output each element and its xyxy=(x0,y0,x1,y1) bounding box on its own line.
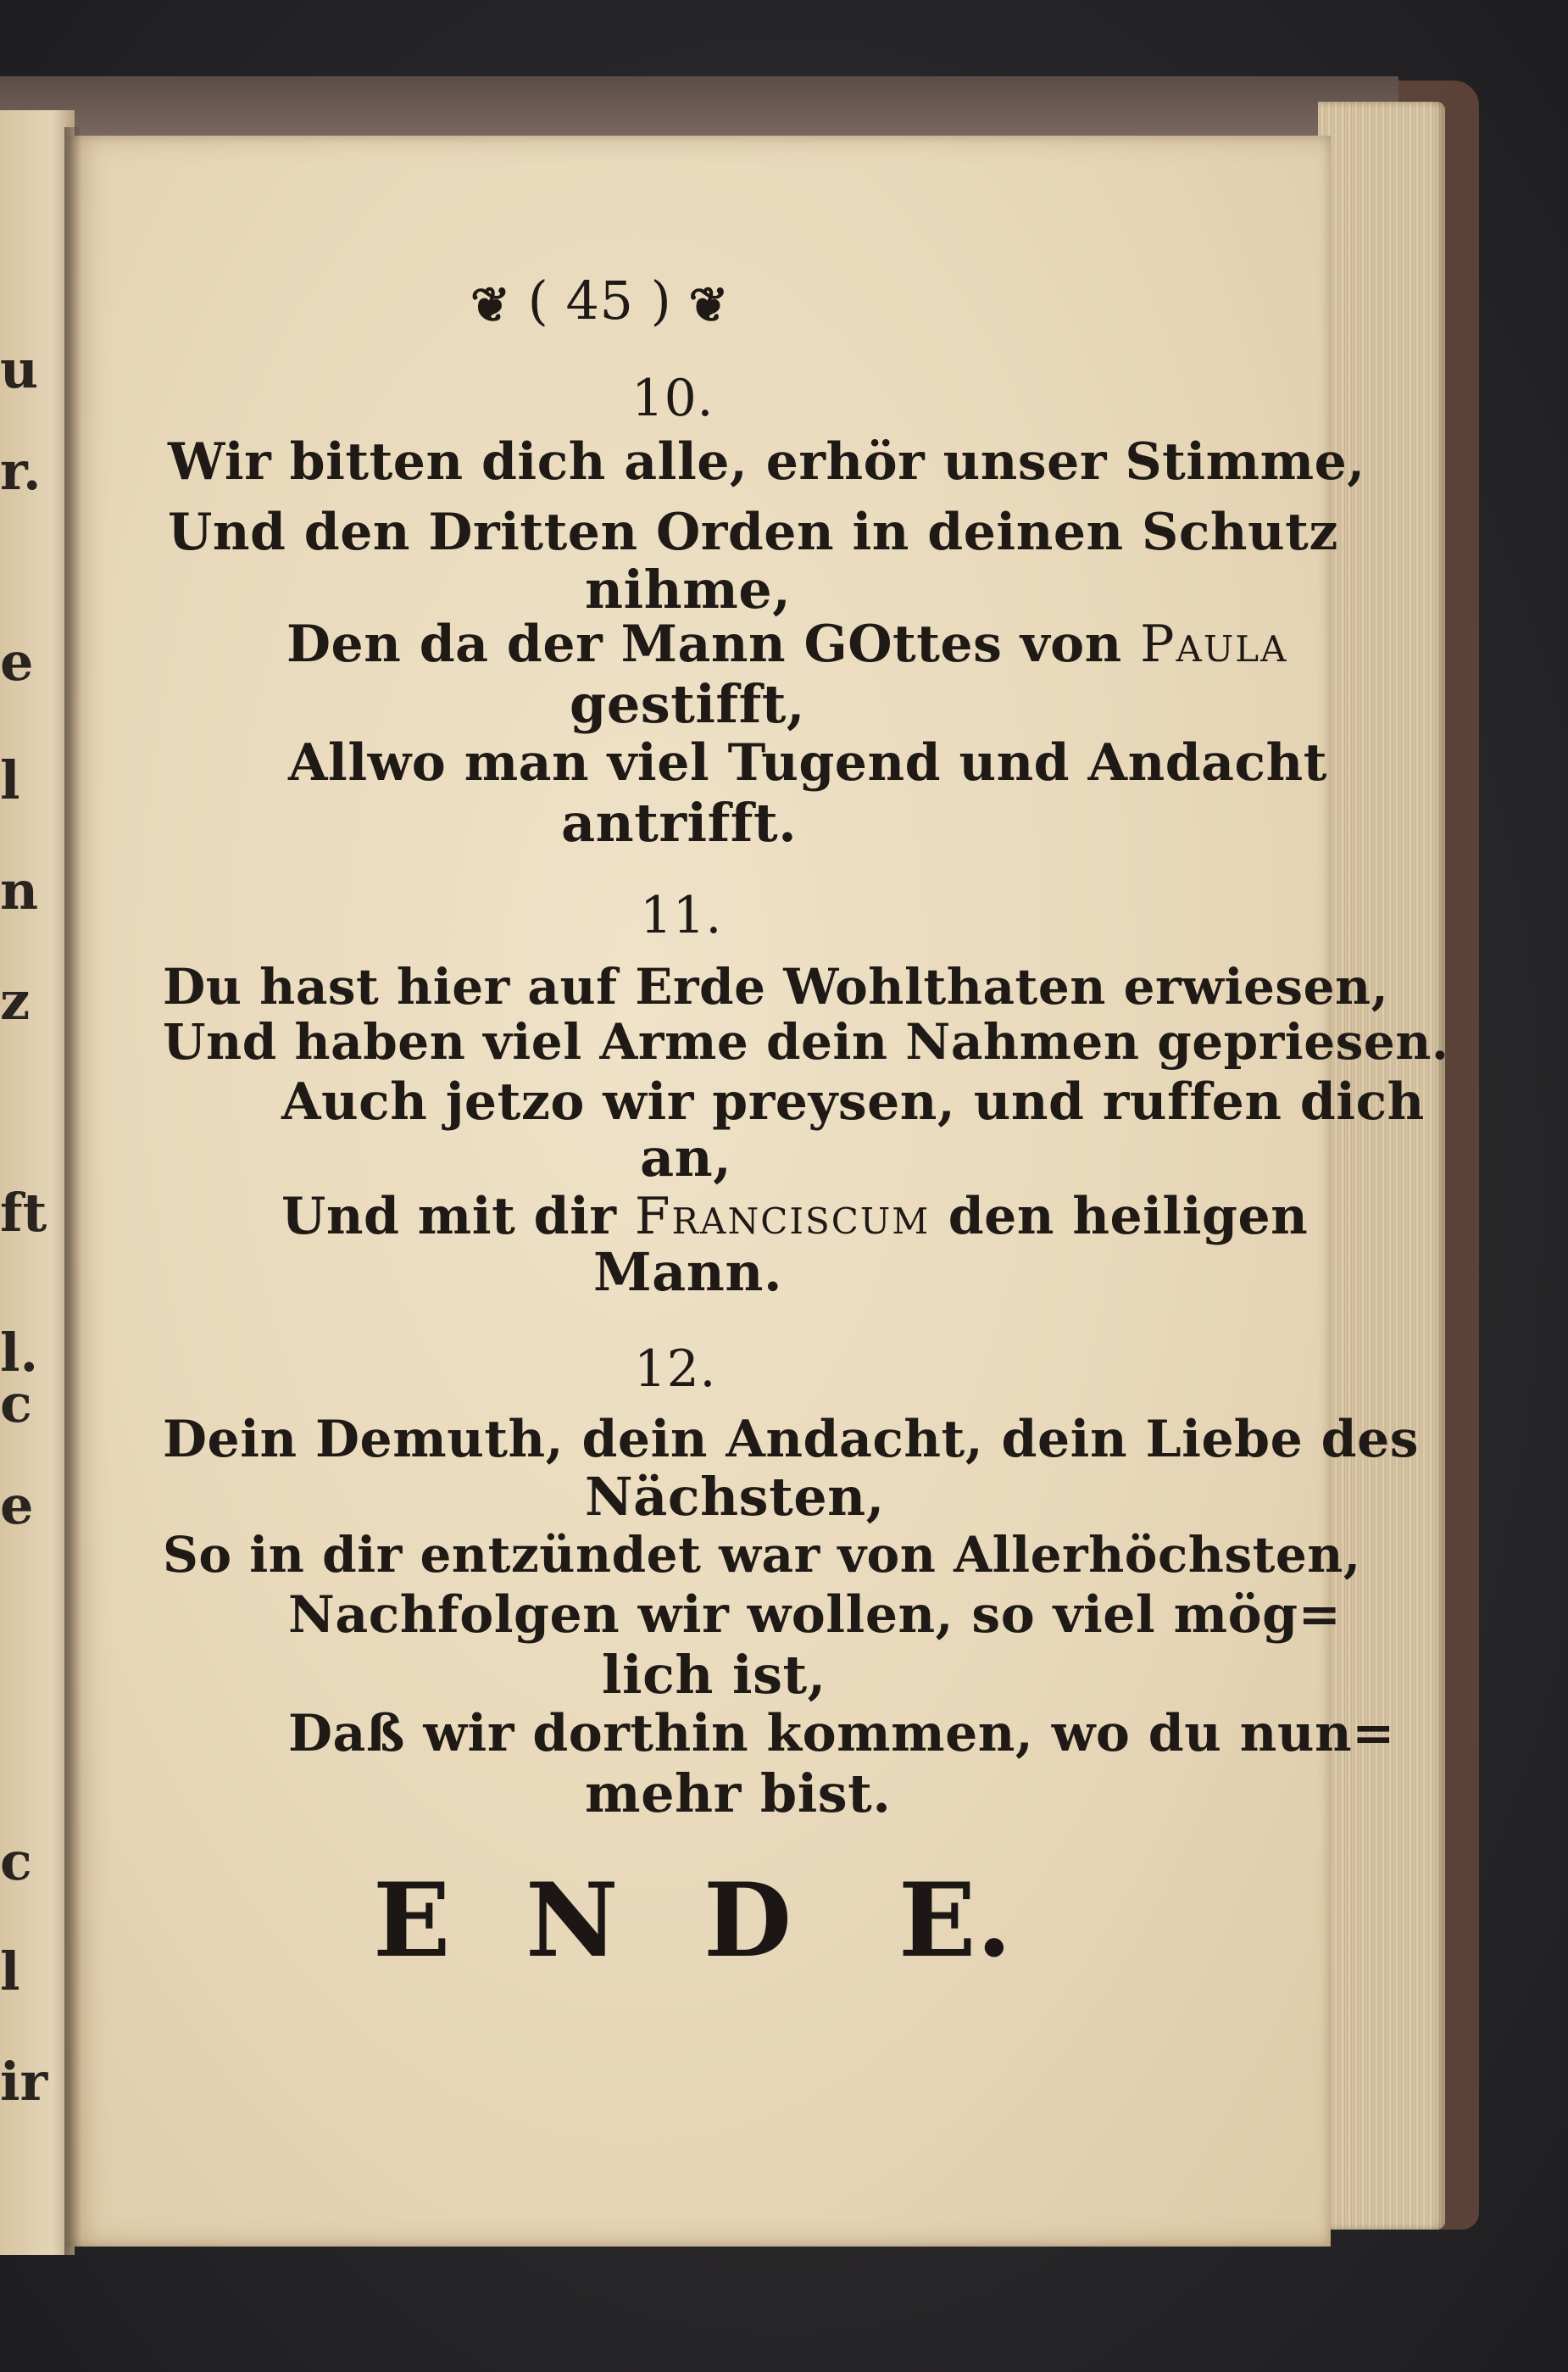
header-ornament-right-icon: ❦ xyxy=(688,276,729,333)
verse-line: Auch jetzo wir preysen, und ruffen dich xyxy=(281,1072,1425,1132)
verse-line: an, xyxy=(640,1127,732,1189)
page-header xyxy=(470,270,729,333)
left-page-fragment: z xyxy=(0,970,31,1032)
verse-line: lich ist, xyxy=(602,1644,826,1706)
verse-line xyxy=(286,615,1288,674)
verse-line: Und haben viel Arme dein Nahmen gepriesen. xyxy=(163,1013,1449,1071)
verse-line-text: den heiligen xyxy=(948,1187,1309,1246)
left-page-fragment: c xyxy=(0,1373,32,1434)
verse-line: nihme, xyxy=(585,559,792,621)
left-page-fragment: c xyxy=(0,1830,32,1892)
left-page-fragment: e xyxy=(0,1474,34,1536)
verse-line: Und den Dritten Orden in deinen Schutz xyxy=(168,503,1338,562)
gutter-shadow xyxy=(64,127,81,2255)
verse-line: antrifft. xyxy=(561,792,798,854)
left-page-fragment: l. xyxy=(0,1322,39,1384)
left-page-fragment: u xyxy=(0,338,39,400)
name-smallcaps: Paula xyxy=(1140,615,1288,674)
verse-line: Nachfolgen wir wollen, so viel mög= xyxy=(288,1585,1342,1645)
left-page-fragment: l xyxy=(0,749,20,811)
stanza-number: 11. xyxy=(640,886,722,945)
verse-line: gestifft, xyxy=(570,673,805,735)
name-smallcaps: Franciscum xyxy=(634,1187,931,1246)
left-page-fragment: l xyxy=(0,1940,20,2002)
verse-line: So in dir entzündet war von Allerhöchsten, xyxy=(163,1526,1361,1584)
left-page-fragment: r. xyxy=(0,440,42,502)
verse-line: Allwo man viel Tugend und Andacht xyxy=(288,733,1327,793)
stanza-number: 10. xyxy=(631,369,714,428)
left-page-fragment: ir xyxy=(0,2051,48,2113)
page-number: ( 45 ) xyxy=(527,270,672,331)
left-page-fragment: ft xyxy=(0,1182,47,1244)
verse-line-text: Den da der Mann GOttes von xyxy=(286,615,1122,674)
left-facing-page xyxy=(0,110,75,2255)
ende-letter: E xyxy=(373,1861,451,1980)
verse-line: Mann. xyxy=(593,1241,783,1303)
stanza-number: 12. xyxy=(634,1339,716,1399)
header-ornament-left-icon: ❦ xyxy=(470,276,511,333)
left-page-fragment: n xyxy=(0,860,39,922)
ende-letter: D xyxy=(703,1861,792,1980)
verse-line: Du hast hier auf Erde Wohlthaten erwiesen, xyxy=(163,958,1389,1016)
verse-line: Daß wir dorthin kommen, wo du nun= xyxy=(288,1704,1395,1763)
verse-line: Dein Demuth, dein Andacht, dein Liebe des xyxy=(163,1410,1420,1469)
verse-line: mehr bist. xyxy=(585,1762,892,1824)
page-fore-edge xyxy=(1318,102,1445,2230)
verse-line-text: Und mit dir xyxy=(281,1187,617,1246)
left-page-fragment: e xyxy=(0,631,34,693)
verse-line: Nächsten, xyxy=(585,1466,885,1528)
verse-line: Wir bitten dich alle, erhör unser Stimme, xyxy=(168,432,1365,492)
ende-letter: E. xyxy=(898,1861,1013,1980)
book-cover-top-edge xyxy=(0,76,1398,136)
verse-line xyxy=(281,1187,1309,1246)
ende-letter: N xyxy=(525,1861,620,1980)
